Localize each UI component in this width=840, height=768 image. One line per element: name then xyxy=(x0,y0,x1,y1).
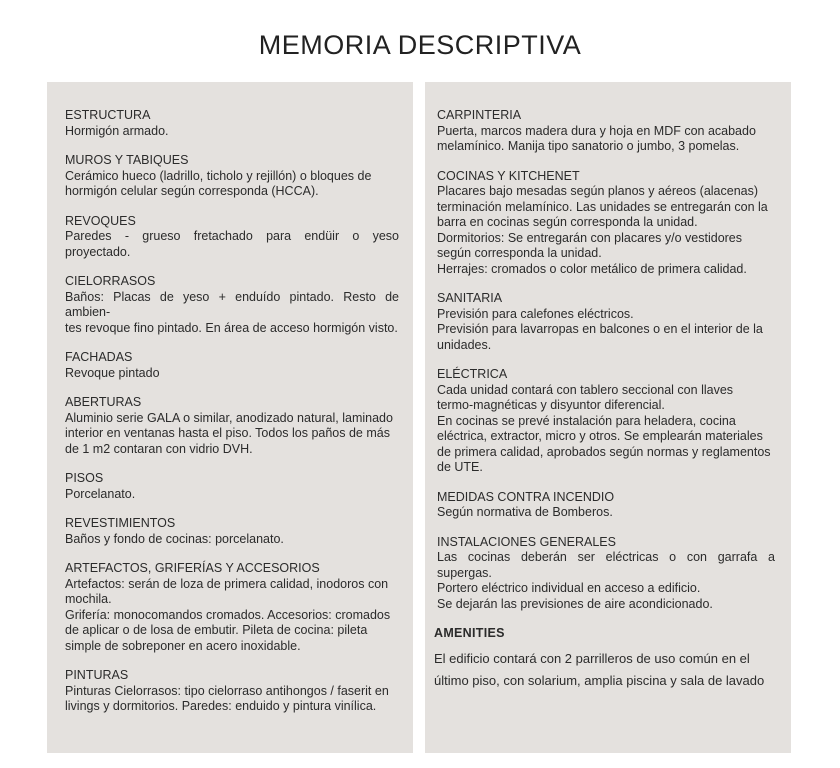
section-line: Hormigón armado. xyxy=(65,123,169,138)
section-cielorrasos xyxy=(65,274,399,336)
section-title: PISOS xyxy=(65,471,104,485)
section-line: En cocinas se prevé instalación para heladera, cocina xyxy=(437,413,736,428)
section-line: según corresponda la unidad. xyxy=(437,246,602,260)
section-line: tes revoque fino pintado. En área de acceso hormigón visto. xyxy=(65,320,398,335)
section-line: de UTE. xyxy=(437,460,483,474)
section-line: Herrajes: cromados o color metálico de primera calidad. xyxy=(437,261,747,276)
section-line: Baños: Placas de yeso + enduído pintado. Resto de ambien- xyxy=(65,289,399,319)
section-instalaciones-generales xyxy=(437,535,775,613)
section-line: Artefactos: serán de loza de primera calidad, inodoros con xyxy=(65,576,389,591)
section-line: Se dejarán las previsiones de aire acondicionado. xyxy=(437,596,713,611)
section-line: Cerámico hueco (ladrillo, ticholo y rejillón) o bloques de xyxy=(65,168,372,183)
section-cocinas-y-kitchenet xyxy=(437,169,775,278)
section-line: hormigón celular según corresponda (HCCA). xyxy=(65,184,319,198)
section-title: SANITARIA xyxy=(437,291,503,305)
section-fachadas xyxy=(65,350,399,381)
section-line: Porcelanato. xyxy=(65,486,136,501)
section-title: MUROS Y TABIQUES xyxy=(65,153,189,167)
page-title: MEMORIA DESCRIPTIVA xyxy=(258,30,582,61)
section-line: Revoque pintado xyxy=(65,365,160,380)
section-aberturas xyxy=(65,395,399,457)
section-line: Baños y fondo de cocinas: porcelanato. xyxy=(65,531,284,546)
section-line: Paredes - grueso fretachado para endüir o yeso proyectado. xyxy=(65,229,399,259)
section-title: INSTALACIONES GENERALES xyxy=(437,534,616,549)
section-line: livings y dormitorios. Paredes: enduido y pintura vinílica. xyxy=(65,699,377,713)
section-title: REVESTIMIENTOS xyxy=(65,516,176,530)
section-line: Grifería: monocomandos cromados. Accesorios: cromados xyxy=(65,607,391,622)
section-line: Dormitorios: Se entregarán con placares y/o vestidores xyxy=(437,230,743,245)
section-line: termo-magnéticas y disyuntor diferencial. xyxy=(437,398,665,412)
section-medidas-contra-incendio xyxy=(437,490,775,521)
section-title: ESTRUCTURA xyxy=(65,108,151,122)
section-artefactos-griferías-y-accesorios xyxy=(65,561,399,654)
section-line: Previsión para calefones eléctricos. xyxy=(437,306,634,321)
section-title: ABERTURAS xyxy=(65,395,142,409)
section-muros-y-tabiques xyxy=(65,153,399,200)
section-line: Según normativa de Bomberos. xyxy=(437,505,613,519)
section-line: simple de sobreponer en acero inoxidable. xyxy=(65,638,301,653)
section-title: ELÉCTRICA xyxy=(437,367,508,381)
section-eléctrica xyxy=(437,367,775,476)
section-line: Aluminio serie GALA o similar, anodizado natural, laminado xyxy=(65,410,393,425)
section-title: REVOQUES xyxy=(65,213,136,228)
section-title: PINTURAS xyxy=(65,668,129,682)
section-title: ARTEFACTOS, GRIFERÍAS Y ACCESORIOS xyxy=(65,561,320,575)
section-line: Cada unidad contará con tablero seccional con llaves xyxy=(437,382,734,397)
section-line: de primera calidad, aprobados según normas y reglamentos xyxy=(437,444,771,459)
section-revestimientos xyxy=(65,516,399,547)
section-line: melamínico. Manija tipo sanatorio o jumbo, 3 pomelas. xyxy=(437,139,740,153)
section-line: Las cocinas deberán ser eléctricas o con garrafa a supergas. xyxy=(437,550,775,580)
section-line: El edificio contará con 2 parrilleros de uso común en el xyxy=(434,650,750,666)
section-line: Placares bajo mesadas según planos y aéreos (alacenas) xyxy=(437,184,759,198)
section-revoques xyxy=(65,214,399,261)
section-line: Pinturas Cielorrasos: tipo cielorraso antihongos / faserit en xyxy=(65,683,389,698)
section-line: Portero eléctrico individual en acceso a edificio. xyxy=(437,581,701,595)
section-line: terminación melamínico. Las unidades se entregarán con la xyxy=(437,199,768,214)
amenities-section xyxy=(434,626,775,692)
section-line: unidades. xyxy=(437,337,492,352)
section-line: de aplicar o de losa de embutir. Pileta de cocina: pileta xyxy=(65,623,368,637)
section-line: barra en cocinas según corresponda la unidad. xyxy=(437,215,698,229)
section-pinturas xyxy=(65,668,399,715)
section-line: eléctrica, extractor, micro y otros. Se emplearán materiales xyxy=(437,429,763,443)
section-estructura xyxy=(65,108,399,139)
left-column xyxy=(47,82,413,753)
section-title: AMENITIES xyxy=(434,626,505,640)
section-line: de 1 m2 contaran con vidrio DVH. xyxy=(65,441,253,456)
section-pisos xyxy=(65,471,399,502)
section-line: interior en ventanas hasta el piso. Todos los paños de más xyxy=(65,426,390,440)
section-line: último piso, con solarium, amplia piscina y sala de lavado xyxy=(434,672,765,688)
section-title: FACHADAS xyxy=(65,350,133,364)
section-title: CARPINTERIA xyxy=(437,108,522,122)
section-sanitaria xyxy=(437,291,775,353)
section-line: mochila. xyxy=(65,592,112,606)
section-carpinteria xyxy=(437,108,775,155)
section-line: Previsión para lavarropas en balcones o en el interior de la xyxy=(437,322,763,336)
section-title: MEDIDAS CONTRA INCENDIO xyxy=(437,489,615,504)
right-column xyxy=(425,82,791,753)
section-line: Puerta, marcos madera dura y hoja en MDF con acabado xyxy=(437,123,756,138)
section-title: COCINAS Y KITCHENET xyxy=(437,168,580,183)
section-title: CIELORRASOS xyxy=(65,274,156,288)
